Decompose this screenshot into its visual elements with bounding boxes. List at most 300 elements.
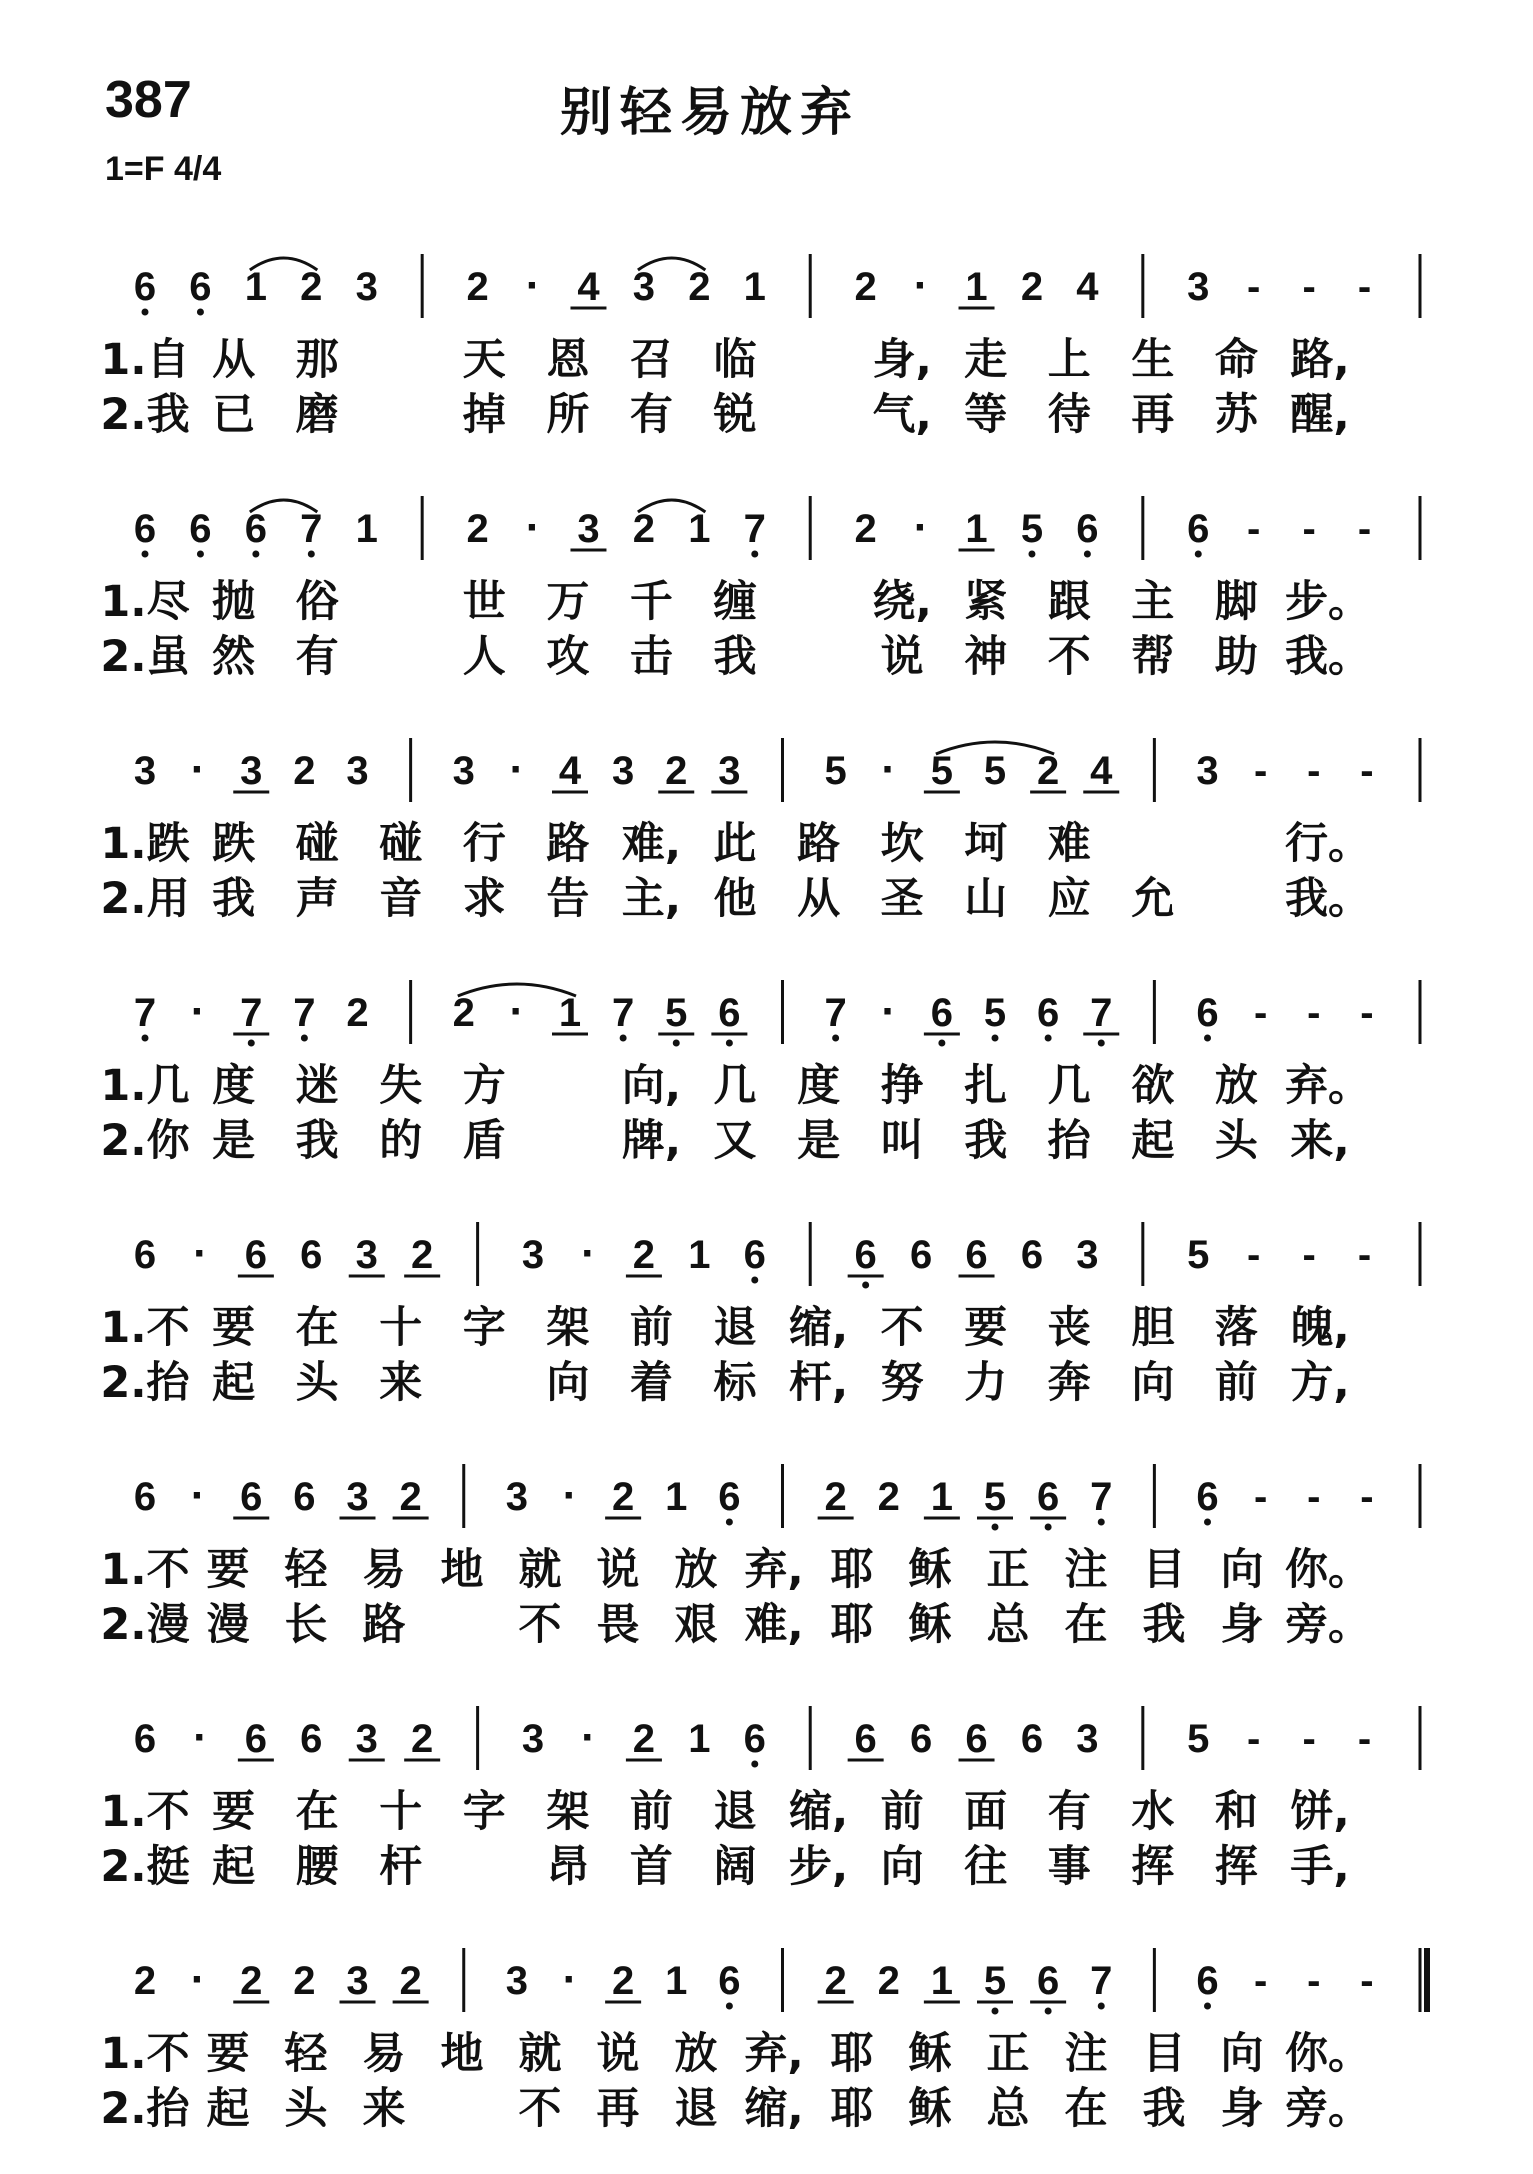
- note: 6: [1076, 507, 1099, 551]
- lyric-syllable: 行。: [1285, 819, 1371, 869]
- note: 2: [665, 749, 688, 793]
- octave-dot-low: [1045, 1524, 1052, 1531]
- dot-augment: ·: [193, 1229, 208, 1278]
- lyric-line-verse-1: [0, 332, 1533, 388]
- lyric-syllable: 在: [295, 1303, 339, 1353]
- lyric-syllable: 手,: [1290, 1842, 1350, 1892]
- note: 6: [909, 1717, 933, 1761]
- octave-dot-low: [1084, 551, 1091, 558]
- lyric-syllable: 丧: [1047, 1303, 1091, 1353]
- octave-dot-low: [726, 1040, 733, 1047]
- dot-augment: ·: [562, 1471, 578, 1520]
- note: 6: [854, 1233, 877, 1277]
- lyric-syllable: 缩,: [788, 1787, 849, 1837]
- dot-augment: ·: [190, 987, 206, 1036]
- note: 2: [399, 1959, 422, 2003]
- note: 2: [466, 265, 489, 309]
- note: 2: [399, 1475, 422, 1519]
- note: 3: [355, 265, 378, 309]
- lyric-syllable: 着: [629, 1358, 673, 1408]
- note: 6: [244, 1233, 267, 1277]
- note: 2: [632, 1233, 656, 1277]
- note: 3: [1076, 1717, 1099, 1761]
- lyric-syllable: 总: [986, 1600, 1030, 1650]
- lyric-syllable: 求: [462, 874, 506, 924]
- note: 6: [1037, 1475, 1060, 1519]
- notation-line: [0, 1218, 1533, 1298]
- note: 6: [718, 991, 741, 1035]
- lyric-syllable: 应: [1047, 874, 1091, 924]
- notation-line: [0, 250, 1533, 330]
- octave-dot-low: [938, 1040, 945, 1047]
- lyric-syllable: 我: [964, 1116, 1008, 1166]
- note: 3: [1187, 265, 1210, 309]
- lyric-syllable: 他: [713, 874, 757, 924]
- lyric-syllable: 已: [212, 390, 256, 440]
- dash-hold: -: [1307, 1959, 1321, 2003]
- lyric-syllable: 要: [206, 1545, 250, 1595]
- octave-dot-low: [1045, 2008, 1052, 2015]
- lyric-line-verse-1: [0, 2026, 1533, 2082]
- note: 5: [930, 749, 953, 793]
- note: 2: [293, 1959, 316, 2003]
- lyric-syllable: 在: [1064, 1600, 1108, 1650]
- lyric-syllable: 头: [295, 1358, 339, 1408]
- lyric-syllable: 攻: [546, 632, 590, 682]
- lyric-syllable: 我: [1142, 1600, 1186, 1650]
- note: 2: [877, 1475, 900, 1519]
- octave-dot-low: [992, 1524, 999, 1531]
- lyric-syllable: 跌: [212, 819, 256, 869]
- lyric-syllable: 命: [1214, 335, 1258, 385]
- note: 6: [718, 1959, 741, 2003]
- octave-dot-low: [1195, 551, 1202, 558]
- note: 1: [355, 507, 378, 551]
- lyric-line-verse-2: [0, 387, 1533, 443]
- verse-start-syllable: 1.不: [100, 1787, 190, 1837]
- note: 2: [240, 1959, 263, 2003]
- dash-hold: -: [1302, 1717, 1316, 1761]
- note: 7: [1090, 991, 1113, 1035]
- dash-hold: -: [1253, 1959, 1268, 2003]
- note: 1: [558, 991, 582, 1035]
- lyric-syllable: 步。: [1285, 577, 1371, 627]
- lyric-line-verse-1: [0, 1300, 1533, 1356]
- lyric-syllable: 阔: [713, 1842, 757, 1892]
- lyric-syllable: 方,: [1290, 1358, 1350, 1408]
- verse-start-syllable: 1.尽: [100, 577, 190, 627]
- note: 3: [612, 749, 635, 793]
- lyric-syllable: 欲: [1131, 1061, 1175, 1111]
- lyric-syllable: 在: [1064, 2084, 1108, 2134]
- lyric-line-verse-2: [0, 871, 1533, 927]
- song-title: 别轻易放弃: [560, 83, 861, 143]
- note: 2: [854, 507, 877, 551]
- lyric-syllable: 要: [964, 1303, 1008, 1353]
- lyric-syllable: 抛: [212, 577, 256, 627]
- lyric-syllable: 说: [596, 1545, 640, 1595]
- lyric-line-verse-1: [0, 816, 1533, 872]
- note: 3: [346, 749, 369, 793]
- note: 6: [743, 1717, 766, 1761]
- lyric-syllable: 生: [1131, 335, 1175, 385]
- note: 7: [133, 991, 157, 1035]
- lyric-syllable: 扎: [964, 1061, 1008, 1111]
- octave-dot-low: [751, 1761, 758, 1768]
- note: 1: [688, 1233, 711, 1277]
- octave-dot-low: [197, 309, 204, 316]
- note: 3: [1076, 1233, 1099, 1277]
- lyric-syllable: 天: [462, 335, 506, 385]
- verse-start-syllable: 1.不: [100, 1545, 190, 1595]
- music-system: [0, 1460, 1533, 1690]
- octave-dot-low: [308, 551, 315, 558]
- octave-dot-low: [248, 1040, 255, 1047]
- octave-dot-low: [862, 1282, 869, 1289]
- note: 2: [632, 507, 656, 551]
- lyric-syllable: 地: [440, 1545, 484, 1595]
- lyric-syllable: 缩,: [744, 2084, 804, 2134]
- lyric-syllable: 几: [713, 1061, 757, 1111]
- music-system: [0, 976, 1533, 1206]
- note: 3: [346, 1959, 369, 2003]
- lyric-syllable: 向,: [621, 1061, 682, 1111]
- lyric-syllable: 是: [212, 1116, 256, 1166]
- note: 1: [965, 265, 988, 309]
- octave-dot-low: [301, 1035, 308, 1042]
- octave-dot-low: [197, 551, 204, 558]
- lyric-syllable: 帮: [1131, 632, 1175, 682]
- lyric-syllable: 叫: [880, 1116, 924, 1166]
- dot-augment: ·: [525, 261, 541, 310]
- note: 1: [665, 1959, 688, 2003]
- lyric-syllable: 有: [295, 632, 339, 682]
- lyric-syllable: 向: [1220, 2029, 1264, 2079]
- note: 6: [244, 1717, 267, 1761]
- lyric-syllable: 坷: [964, 819, 1008, 869]
- notation-line: [0, 1702, 1533, 1782]
- lyric-syllable: 胆: [1131, 1303, 1175, 1353]
- verse-start-syllable: 2.虽: [100, 632, 190, 682]
- lyric-syllable: 召: [629, 335, 673, 385]
- octave-dot-low: [726, 1519, 733, 1526]
- verse-start-syllable: 2.用: [100, 874, 190, 924]
- lyric-syllable: 挣: [880, 1061, 924, 1111]
- lyric-syllable: 再: [596, 2084, 640, 2134]
- lyric-syllable: 你。: [1285, 1545, 1371, 1595]
- note: 5: [983, 1475, 1007, 1519]
- lyric-syllable: 有: [629, 390, 673, 440]
- note: 7: [240, 991, 263, 1035]
- dot-augment: ·: [525, 503, 541, 552]
- key-signature: 1=F 4/4: [105, 150, 222, 188]
- lyric-syllable: 又: [713, 1116, 757, 1166]
- note: 3: [346, 1475, 369, 1519]
- verse-start-syllable: 1.自: [100, 335, 190, 385]
- lyric-syllable: 人: [462, 632, 506, 682]
- verse-start-syllable: 2.漫: [100, 1600, 190, 1650]
- lyric-syllable: 轻: [284, 1545, 328, 1595]
- lyric-syllable: 稣: [908, 1545, 952, 1595]
- lyric-syllable: 正: [986, 1545, 1030, 1595]
- lyric-syllable: 待: [1047, 390, 1091, 440]
- dot-augment: ·: [881, 745, 897, 794]
- lyric-syllable: 万: [546, 577, 590, 627]
- note: 5: [983, 749, 1007, 793]
- lyric-syllable: 步,: [788, 1842, 849, 1892]
- note: 2: [300, 265, 323, 309]
- lyric-syllable: 十: [379, 1303, 423, 1353]
- lyric-syllable: 腰: [295, 1842, 339, 1892]
- note: 7: [300, 507, 323, 551]
- lyric-syllable: 等: [964, 390, 1008, 440]
- octave-dot-low: [1204, 2003, 1211, 2010]
- lyric-syllable: 旁。: [1285, 1600, 1371, 1650]
- lyric-syllable: 头: [1214, 1116, 1258, 1166]
- dash-hold: -: [1247, 1233, 1261, 1277]
- lyric-syllable: 耶: [830, 1600, 874, 1650]
- dash-hold: -: [1307, 749, 1321, 793]
- lyric-syllable: 漫: [206, 1600, 250, 1650]
- lyric-syllable: 我: [1142, 2084, 1186, 2134]
- lyric-syllable: 从: [212, 335, 256, 385]
- lyric-syllable: 世: [462, 577, 506, 627]
- note: 6: [189, 507, 212, 551]
- dash-hold: -: [1360, 991, 1374, 1035]
- note: 6: [244, 507, 267, 551]
- note: 3: [133, 749, 157, 793]
- lyric-syllable: 正: [986, 2029, 1030, 2079]
- lyric-syllable: 我: [295, 1116, 339, 1166]
- lyric-syllable: 向: [546, 1358, 590, 1408]
- lyric-syllable: 魄,: [1290, 1303, 1350, 1353]
- note: 6: [240, 1475, 263, 1519]
- note: 3: [521, 1233, 545, 1277]
- lyric-syllable: 稣: [908, 2029, 952, 2079]
- dot-augment: ·: [190, 1955, 206, 2004]
- lyric-syllable: 路: [546, 819, 590, 869]
- lyric-syllable: 度: [797, 1061, 841, 1111]
- lyric-syllable: 事: [1047, 1842, 1091, 1892]
- dot-augment: ·: [509, 745, 525, 794]
- lyric-syllable: 架: [546, 1303, 590, 1353]
- lyric-syllable: 不: [880, 1303, 924, 1353]
- lyric-syllable: 不: [518, 1600, 562, 1650]
- note: 3: [632, 265, 656, 309]
- lyric-syllable: 耶: [830, 2084, 874, 2134]
- note: 2: [1037, 749, 1060, 793]
- note: 2: [612, 1475, 635, 1519]
- note: 1: [930, 1475, 953, 1519]
- lyric-line-verse-1: [0, 574, 1533, 630]
- lyric-syllable: 苏: [1214, 390, 1258, 440]
- note: 6: [133, 1475, 157, 1519]
- dot-augment: ·: [562, 1955, 578, 2004]
- lyric-syllable: 放: [1214, 1061, 1258, 1111]
- verse-start-syllable: 1.跌: [100, 819, 190, 869]
- note: 1: [665, 1475, 688, 1519]
- lyric-syllable: 磨: [295, 390, 339, 440]
- dash-hold: -: [1357, 265, 1372, 309]
- note: 6: [743, 1233, 766, 1277]
- lyric-syllable: 神: [964, 632, 1008, 682]
- lyric-syllable: 难: [1047, 819, 1091, 869]
- lyric-syllable: 前: [880, 1787, 924, 1837]
- lyric-syllable: 退: [674, 2084, 718, 2134]
- lyric-syllable: 行: [462, 819, 506, 869]
- note: 6: [930, 991, 953, 1035]
- lyric-syllable: 退: [713, 1303, 757, 1353]
- lyric-syllable: 圣: [880, 874, 924, 924]
- note: 3: [355, 1717, 378, 1761]
- dash-hold: -: [1247, 265, 1261, 309]
- dash-hold: -: [1360, 1959, 1374, 2003]
- lyric-syllable: 要: [212, 1303, 256, 1353]
- note: 6: [1020, 1717, 1044, 1761]
- lyric-syllable: 坎: [880, 819, 924, 869]
- lyric-syllable: 落: [1214, 1303, 1258, 1353]
- lyric-syllable: 难,: [744, 1600, 804, 1650]
- note: 7: [824, 991, 847, 1035]
- lyric-syllable: 牌,: [621, 1116, 682, 1166]
- note: 4: [558, 749, 582, 793]
- lyric-syllable: 目: [1142, 1545, 1186, 1595]
- notation-line: [0, 1944, 1533, 2024]
- lyric-syllable: 度: [212, 1061, 256, 1111]
- dash-hold: -: [1360, 1475, 1374, 1519]
- note: 6: [1196, 991, 1219, 1035]
- music-system: [0, 1218, 1533, 1448]
- note: 3: [505, 1475, 528, 1519]
- lyric-syllable: 努: [880, 1358, 924, 1408]
- lyric-syllable: 然: [212, 632, 256, 682]
- lyric-syllable: 千: [629, 577, 673, 627]
- dash-hold: -: [1253, 1475, 1268, 1519]
- dot-augment: ·: [581, 1713, 596, 1762]
- lyric-syllable: 助: [1214, 632, 1258, 682]
- note: 2: [824, 1959, 847, 2003]
- note: 7: [612, 991, 635, 1035]
- note: 6: [1196, 1959, 1219, 2003]
- lyric-syllable: 我。: [1285, 874, 1371, 924]
- octave-dot-low: [1098, 2003, 1105, 2010]
- dash-hold: -: [1253, 991, 1268, 1035]
- lyric-syllable: 挥: [1214, 1842, 1258, 1892]
- lyric-syllable: 我。: [1285, 632, 1371, 682]
- lyric-syllable: 碰: [295, 819, 339, 869]
- lyric-syllable: 易: [362, 2029, 406, 2079]
- note: 1: [688, 507, 711, 551]
- note: 6: [909, 1233, 933, 1277]
- lyric-syllable: 说: [596, 2029, 640, 2079]
- note: 6: [1020, 1233, 1044, 1277]
- octave-dot-low: [992, 1035, 999, 1042]
- note: 5: [824, 749, 847, 793]
- lyric-syllable: 来: [379, 1358, 423, 1408]
- lyric-syllable: 再: [1131, 390, 1175, 440]
- dot-augment: ·: [193, 1713, 208, 1762]
- lyric-syllable: 稣: [908, 1600, 952, 1650]
- lyric-syllable: 路,: [1290, 335, 1350, 385]
- octave-dot-low: [142, 551, 149, 558]
- lyric-syllable: 那: [295, 335, 339, 385]
- octave-dot-low: [1045, 1035, 1052, 1042]
- dash-hold: -: [1357, 1233, 1372, 1277]
- octave-dot-low: [1098, 1519, 1105, 1526]
- lyric-syllable: 弃,: [744, 2029, 804, 2079]
- note: 3: [240, 749, 263, 793]
- note: 5: [1187, 1233, 1210, 1277]
- note: 6: [133, 265, 157, 309]
- lyric-syllable: 盾: [462, 1116, 506, 1166]
- lyric-line-verse-2: [0, 2081, 1533, 2137]
- octave-dot-low: [142, 309, 149, 316]
- lyric-syllable: 所: [546, 390, 590, 440]
- octave-dot-low: [252, 551, 259, 558]
- lyric-syllable: 碰: [379, 819, 423, 869]
- lyric-syllable: 音: [379, 874, 423, 924]
- note: 2: [688, 265, 711, 309]
- lyric-syllable: 头: [284, 2084, 328, 2134]
- lyric-syllable: 起: [1131, 1116, 1175, 1166]
- note: 2: [411, 1717, 434, 1761]
- octave-dot-low: [1028, 551, 1035, 558]
- lyric-syllable: 击: [629, 632, 673, 682]
- lyric-syllable: 弃。: [1285, 1061, 1371, 1111]
- dash-hold: -: [1247, 1717, 1261, 1761]
- lyric-syllable: 路: [362, 1600, 406, 1650]
- lyric-syllable: 方: [462, 1061, 506, 1111]
- lyric-syllable: 力: [964, 1358, 1008, 1408]
- lyric-syllable: 山: [964, 874, 1008, 924]
- note: 6: [1037, 991, 1060, 1035]
- lyric-syllable: 紧: [964, 577, 1008, 627]
- octave-dot-low: [1098, 1040, 1105, 1047]
- lyric-syllable: 往: [964, 1842, 1008, 1892]
- notation-line: [0, 734, 1533, 814]
- note: 4: [1076, 265, 1099, 309]
- octave-dot-low: [1204, 1519, 1211, 1526]
- lyric-syllable: 允: [1131, 874, 1175, 924]
- verse-start-syllable: 2.挺: [100, 1842, 190, 1892]
- lyric-syllable: 艰: [674, 1600, 718, 1650]
- lyric-syllable: 面: [964, 1787, 1008, 1837]
- dash-hold: -: [1302, 507, 1316, 551]
- lyric-syllable: 目: [1142, 2029, 1186, 2079]
- lyric-syllable: 水: [1131, 1787, 1175, 1837]
- note: 3: [355, 1233, 378, 1277]
- octave-dot-low: [673, 1040, 680, 1047]
- lyric-syllable: 就: [518, 1545, 562, 1595]
- lyric-syllable: 缩,: [788, 1303, 849, 1353]
- note: 6: [965, 1717, 988, 1761]
- dash-hold: -: [1307, 991, 1321, 1035]
- lyric-syllable: 杆: [379, 1842, 423, 1892]
- lyric-syllable: 你。: [1285, 2029, 1371, 2079]
- note: 6: [133, 1717, 157, 1761]
- lyric-syllable: 稣: [908, 2084, 952, 2134]
- lyric-syllable: 抬: [1047, 1116, 1091, 1166]
- lyric-line-verse-2: [0, 1839, 1533, 1895]
- octave-dot-low: [751, 551, 758, 558]
- lyric-syllable: 前: [1214, 1358, 1258, 1408]
- note: 2: [854, 265, 877, 309]
- octave-dot-low: [142, 1035, 149, 1042]
- note: 5: [1020, 507, 1044, 551]
- note: 6: [1037, 1959, 1060, 2003]
- note: 6: [965, 1233, 988, 1277]
- octave-dot-low: [832, 1035, 839, 1042]
